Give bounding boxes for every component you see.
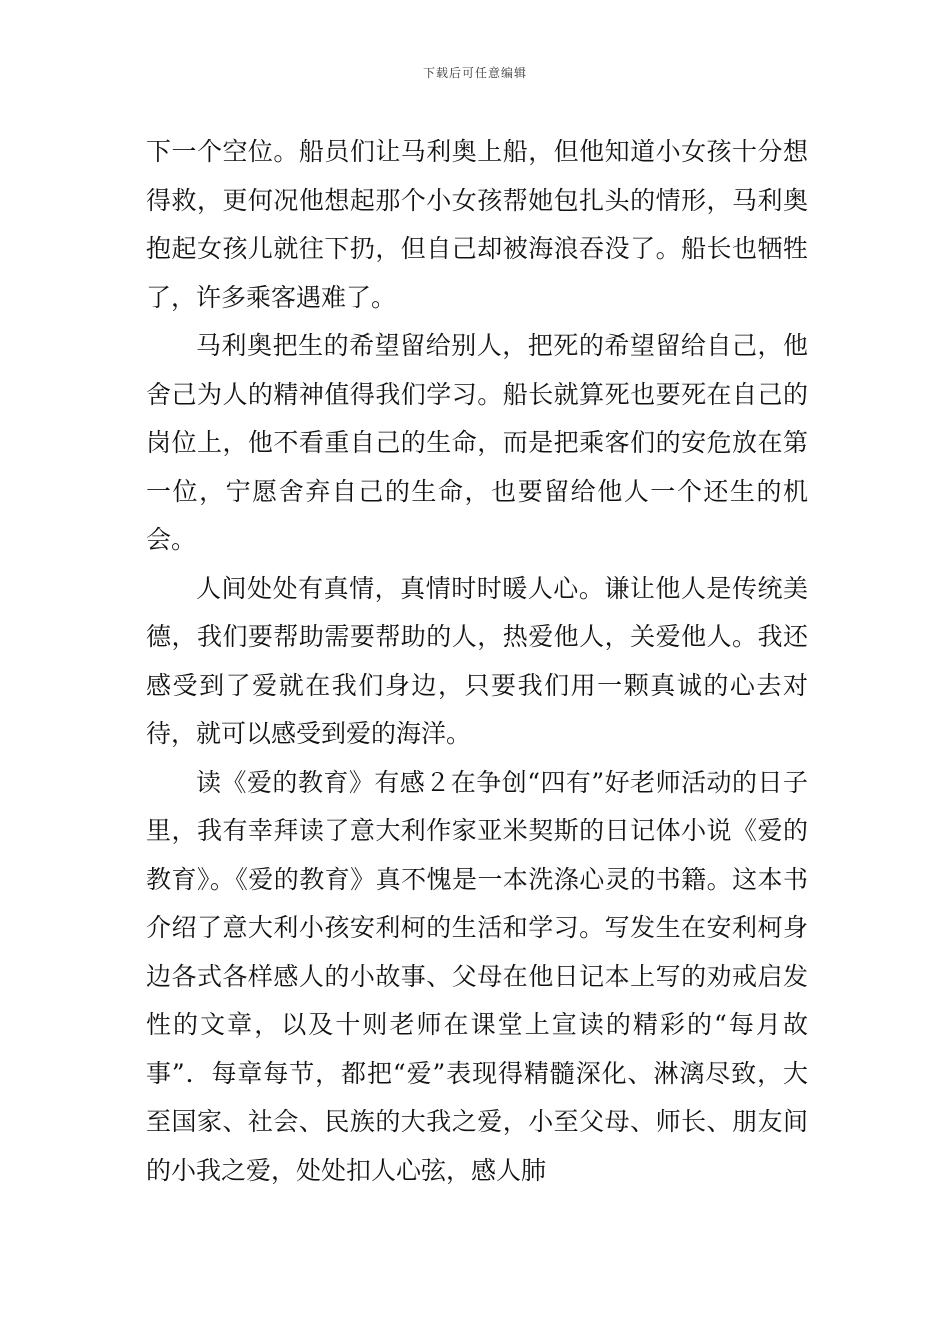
- paragraph-2: 马利奥把生的希望留给别人，把死的希望留给自己，他舍己为人的精神值得我们学习。船长就算死也要死在自己的岗位上，他不看重自己的生命，而是把乘客们的安危放在第一位，宁愿舍弃自己的生命，也要留给他人一个还生的机会。: [146, 331, 808, 554]
- page-header: 下载后可任意编辑: [422, 66, 527, 80]
- paragraph-1: 下一个空位。船员们让马利奥上船，但他知道小女孩十分想得救，更何况他想起那个小女孩帮她包扎头的情形，马利奥抱起女孩儿就往下扔，但自己却被海浪吞没了。船长也牺牲了，许多乘客遇难了。: [146, 137, 808, 312]
- paragraph-3: 人间处处有真情，真情时时暖人心。谦让他人是传统美德，我们要帮助需要帮助的人，热爱他人，关爱他人。我还感受到了爱就在我们身边，只要我们用一颗真诚的心去对待，就可以感受到爱的海洋。: [146, 573, 808, 748]
- paragraph-4: 读《爱的教育》有感２在争创“四有”好老师活动的日子里，我有幸拜读了意大利作家亚米契斯的日记体小说《爱的教育》。《爱的教育》真不愧是一本洗涤心灵的书籍。这本书介绍了意大利小孩安利柯的生活和学习。写发生在安利柯身边各式各样感人的小故事、父母在他日记本上写的劝戒启发性的文章，以及十则老师在课堂上宣读的精彩的“每月故事”．每章每节，都把“爱”表现得精髓深化、淋漓尽致，大至国家、社会、民族的大我之爱，小至父母、师长、朋友间的小我之爱，处处扣人心弦，感人肺: [146, 767, 808, 1185]
- document-body: [146, 128, 808, 1195]
